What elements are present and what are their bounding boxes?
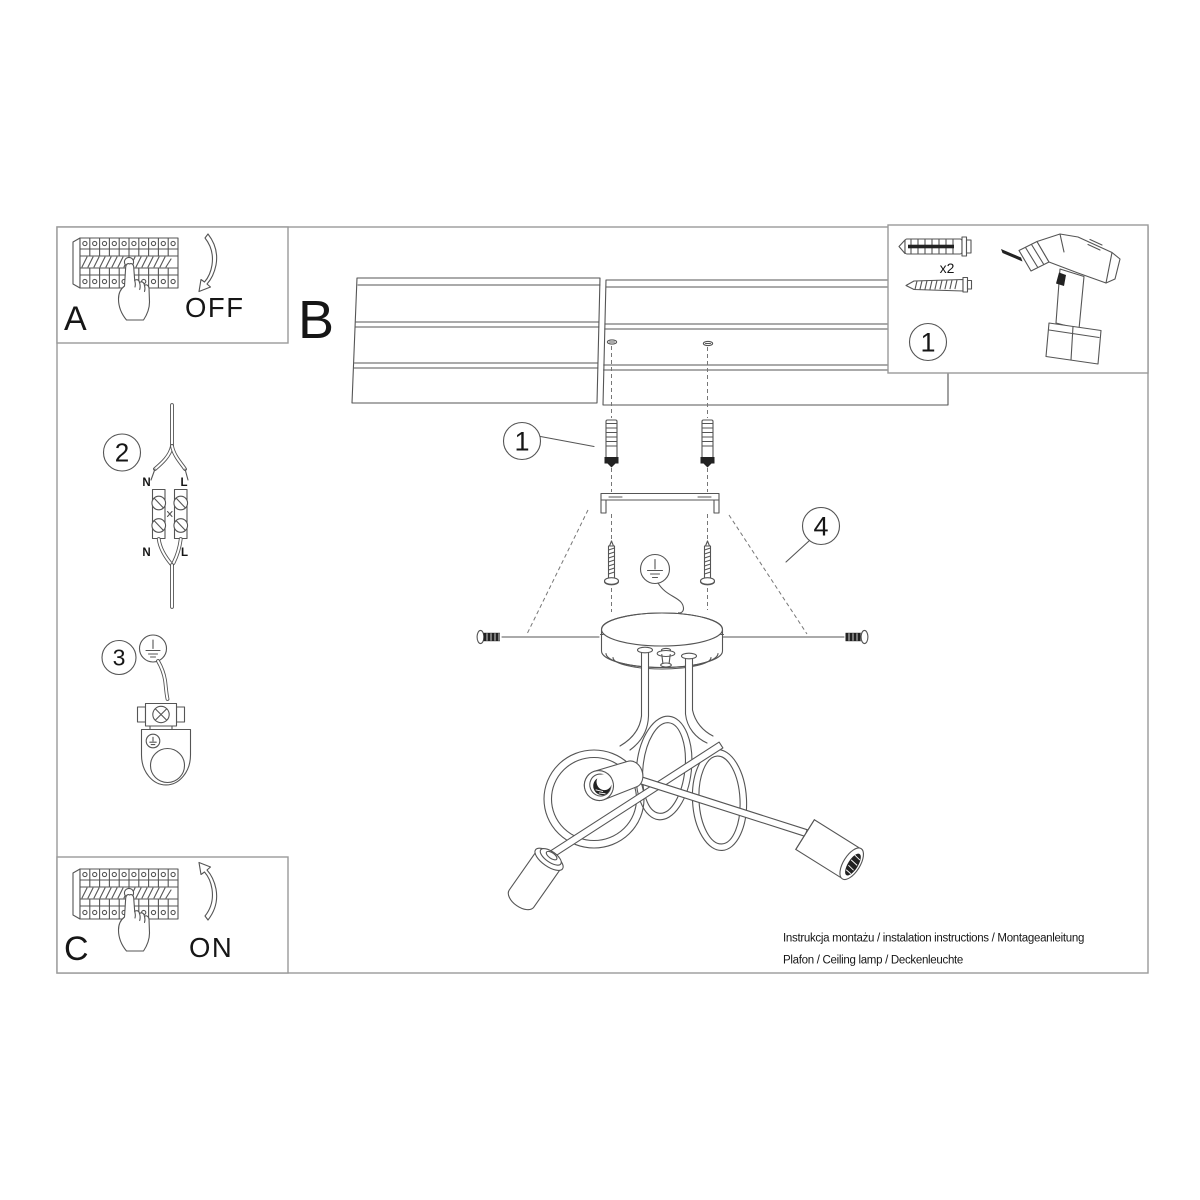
section-b-label: B	[298, 290, 335, 350]
callout-kit-number: 1	[920, 327, 936, 358]
callout-wiring	[104, 434, 141, 471]
wire-label-l: L	[180, 547, 189, 559]
anchor-quantity-label: x2	[939, 260, 955, 276]
ground-symbol-icon	[140, 635, 167, 662]
ceiling-planks	[352, 278, 948, 405]
footer-title-line: Instrukcja montażu / instalation instructions / Montageanleitung	[783, 932, 1085, 945]
canopy-bracket-icon	[142, 730, 191, 785]
power-off-label: OFF	[185, 292, 245, 323]
callout-ground-number: 3	[112, 644, 126, 671]
wall-anchor-icon	[605, 420, 619, 468]
wire-label-n: N	[142, 477, 151, 489]
step-c-label: C	[64, 930, 89, 968]
callout-anchors-number: 1	[514, 426, 530, 457]
wire-label-n: N	[142, 547, 151, 559]
step-a-box	[57, 227, 288, 343]
callout-kit	[910, 324, 947, 361]
step-a-label: A	[64, 300, 87, 338]
callout-ground	[102, 641, 136, 675]
power-on-label: ON	[189, 932, 234, 963]
wire-label-l: L	[180, 477, 188, 489]
wall-anchor-icon	[701, 420, 715, 468]
ground-symbol-icon	[641, 555, 670, 584]
callout-bracket-number: 4	[813, 511, 829, 542]
footer-product-line: Plafon / Ceiling lamp / Deckenleuchte	[783, 954, 964, 967]
wall-plug-icon	[899, 237, 971, 256]
step-c-box	[57, 857, 288, 973]
parts-box	[888, 225, 1148, 373]
callout-wiring-number: 2	[114, 437, 130, 468]
